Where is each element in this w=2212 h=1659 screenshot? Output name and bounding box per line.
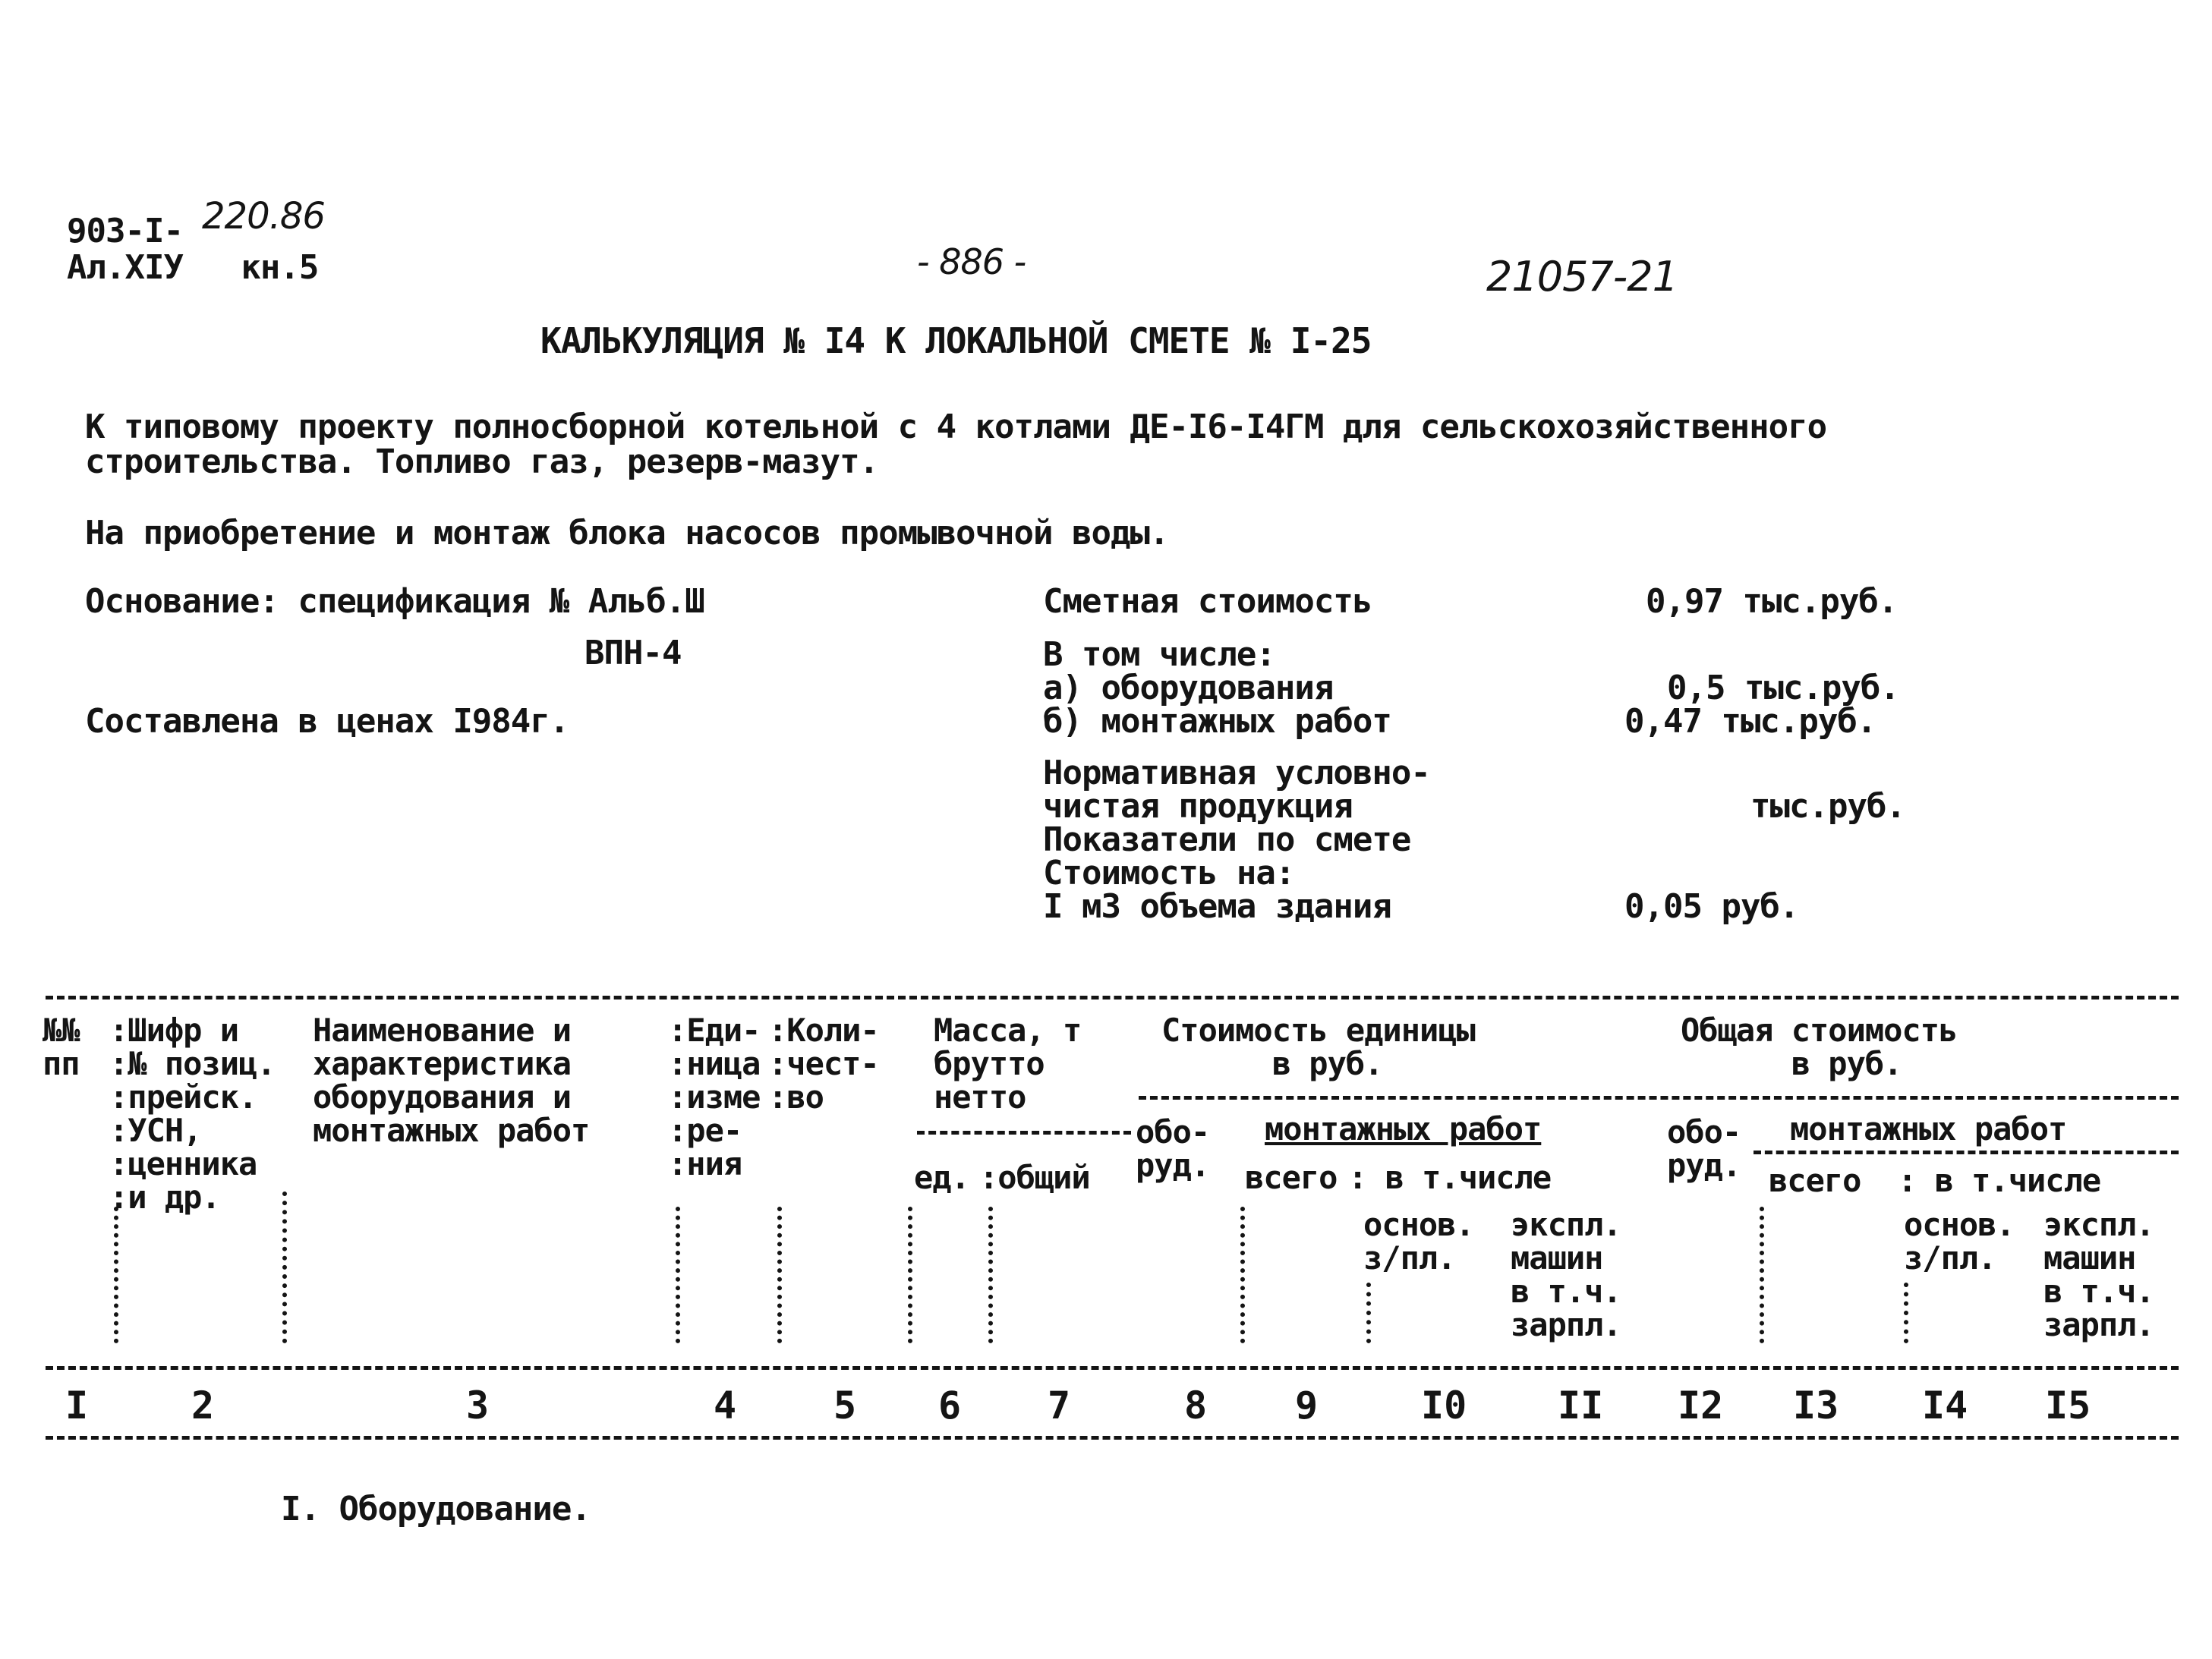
column-number: I5: [2045, 1384, 2091, 1428]
install-cost-value: 0,47 тыс.руб.: [1624, 702, 1876, 741]
normative-label-1: Нормативная условно-: [1043, 754, 1430, 792]
col-separator: [1366, 1283, 1371, 1343]
mass-sub-rule: [917, 1131, 1131, 1135]
column-number: I2: [1678, 1384, 1724, 1428]
column-number: 9: [1295, 1384, 1319, 1428]
column-number: 3: [466, 1384, 490, 1428]
prices-year: Составлена в ценах I984г.: [85, 702, 569, 741]
total-cost-header: Общая стоимость в руб.: [1681, 1012, 1958, 1082]
unit-cost-header: Стоимость единицы в руб.: [1161, 1012, 1475, 1082]
total-base-salary-header: основ. з/пл.: [1904, 1206, 2015, 1277]
total-total-header: всего: [1769, 1162, 1861, 1199]
col-separator: [114, 1207, 118, 1343]
indicators-label: Показатели по смете: [1043, 820, 1411, 859]
including-label: В том числе:: [1043, 635, 1275, 674]
col-separator: [676, 1207, 680, 1343]
section-title: I. Оборудование.: [281, 1490, 591, 1528]
unit-base-salary-header: основ. з/пл.: [1363, 1206, 1474, 1277]
per-m3-label: I м3 объема здания: [1043, 887, 1391, 926]
column-number: I0: [1421, 1384, 1467, 1428]
per-m3-value: 0,05 руб.: [1624, 887, 1799, 926]
column-number: I3: [1793, 1384, 1839, 1428]
column-number: 7: [1048, 1384, 1071, 1428]
col-separator: [1240, 1207, 1245, 1343]
column-number: 5: [833, 1384, 857, 1428]
basis-label: Основание: спецификация № Альб.Ш: [85, 582, 704, 621]
install-cost-label: б) монтажных работ: [1043, 702, 1391, 741]
equipment-cost-value: 0,5 тыс.руб.: [1667, 669, 1899, 707]
col-separator: [1760, 1207, 1764, 1343]
col-separator: [282, 1192, 287, 1343]
normative-value: тыс.руб.: [1750, 787, 1905, 826]
purpose-text: На приобретение и монтаж блока насосов промывочной воды.: [85, 514, 1169, 552]
table-top-rule: [46, 996, 2179, 999]
total-machine-header: экспл. машин в т.ч. зарпл.: [2043, 1206, 2154, 1343]
col-separator: [777, 1207, 782, 1343]
col-unit-header: :Еди- :ница :изме :ре- :ния: [668, 1012, 761, 1182]
unit-total-header: всего: [1245, 1159, 1338, 1196]
page-number: - 886 -: [917, 241, 1026, 282]
col-name-header: Наименование и характеристика оборудования и монтажных работ: [313, 1012, 590, 1149]
total-incl-header: : в т.числе: [1898, 1162, 2101, 1199]
unit-incl-header: : в т.числе: [1348, 1159, 1552, 1196]
basis-ref: ВПН-4: [585, 634, 682, 672]
estimated-cost-value: 0,97 тыс.руб.: [1646, 582, 1898, 621]
column-number: 4: [714, 1384, 737, 1428]
unit-install-header: монтажных работ: [1265, 1110, 1542, 1147]
col-separator: [988, 1207, 993, 1343]
column-number: 6: [938, 1384, 962, 1428]
code-handwritten: 220.86: [202, 195, 325, 238]
numbers-bottom-rule: [46, 1436, 2179, 1440]
unit-machine-header: экспл. машин в т.ч. зарпл.: [1511, 1206, 1621, 1343]
intro-line-1: К типовому проекту полносборной котельной с 4 котлами ДЕ-I6-I4ГМ для сельскохозяйственного: [85, 408, 1827, 446]
intro-line-2: строительства. Топливо газ, резерв-мазут.: [85, 442, 879, 481]
page-title: КАЛЬКУЛЯЦИЯ № I4 К ЛОКАЛЬНОЙ СМЕТЕ № I-25: [540, 320, 1372, 361]
column-number: I: [65, 1384, 89, 1428]
col-separator: [908, 1207, 912, 1343]
document-number: 21057-21: [1486, 253, 1678, 301]
unit-equip-header: обо- руд.: [1136, 1113, 1210, 1184]
column-number: 2: [191, 1384, 215, 1428]
col-mass-unit-header: ед.: [914, 1159, 969, 1196]
column-number: II: [1558, 1384, 1604, 1428]
equipment-cost-label: а) оборудования: [1043, 669, 1334, 707]
numbers-top-rule: [46, 1366, 2179, 1370]
column-number: 8: [1184, 1384, 1208, 1428]
col-qty-header: :Коли- :чест- :во: [768, 1012, 879, 1116]
estimated-cost-label: Сметная стоимость: [1043, 582, 1372, 621]
normative-label-2: чистая продукция: [1043, 787, 1353, 826]
col-separator: [1904, 1283, 1908, 1343]
col-mass-header: Масса, т брутто нетто: [934, 1012, 1082, 1116]
cost-sub-rule: [1139, 1096, 2179, 1100]
total-equip-header: обо- руд.: [1667, 1113, 1741, 1184]
col-mass-total-header: :общий: [979, 1159, 1090, 1196]
column-number: I4: [1922, 1384, 1968, 1428]
col-code-header: :Шифр и :№ позиц. :прейск. :УСН, :ценника :и др.: [109, 1012, 276, 1216]
album-book: Ал.XIУ кн.5: [67, 248, 319, 287]
col-number-header: №№ пп: [43, 1012, 80, 1082]
cost-per-label: Стоимость на:: [1043, 854, 1295, 892]
total-install-header: монтажных работ: [1790, 1110, 2067, 1147]
total-install-sub-rule: [1754, 1151, 2179, 1154]
code-prefix: 903-I-: [67, 212, 183, 250]
